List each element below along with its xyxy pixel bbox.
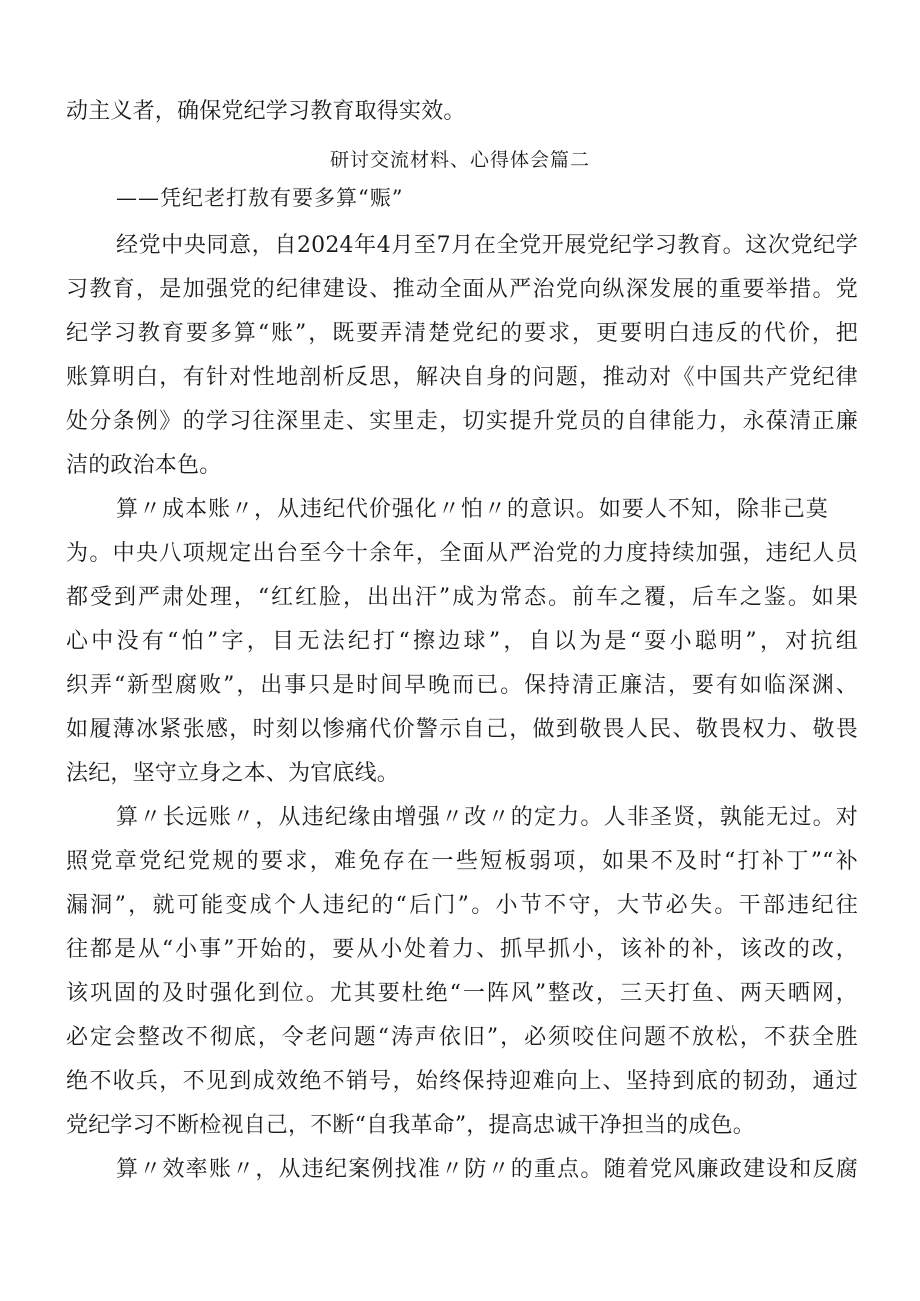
paragraph-3-line-7: 绝不收兵，不见到成效绝不销号，始终保持迎难向上、坚持到底的韧劲，通过 [66,1069,858,1094]
paragraph-1-line-6: 洁的政治本色。 [66,453,222,478]
paragraph-3-line-8: 党纪学习不断检视自己，不断“自我革命”，提高忠诚干净担当的成色。 [66,1113,755,1138]
paragraph-2-line-4: 心中没有“怕”字，目无法纪打“擦边球”，自以为是“耍小聪明”，对抗组 [66,629,858,654]
paragraph-3-line-1: 算〃长远账〃，从违纪缘由增强〃改〃的定力。人非圣贤，孰能无过。对 [116,805,858,830]
paragraph-2-line-2: 为。中央八项规定出台至今十余年，全面从严治党的力度持续加强，违纪人员 [66,541,858,566]
paragraph-2-line-6: 如履薄冰紧张感，时刻以惨痛代价警示自己，做到敬畏人民、敬畏权力、敬畏 [66,717,858,742]
paragraph-1-line-2: 习教育，是加强党的纪律建设、推动全面从严治党向纵深发展的重要举措。党 [66,277,858,302]
paragraph-3-line-6: 必定会整改不彻底，令老问题“涛声依旧”，必须咬住问题不放松，不获全胜 [66,1025,858,1050]
paragraph-4-line-1: 算〃效率账〃，从违纪案例找准〃防〃的重点。随着党风廉政建设和反腐 [116,1157,858,1182]
paragraph-1-line-1: 经党中央同意，自2024年4月至7月在全党开展党纪学习教育。这次党纪学 [116,233,858,258]
text-line-continuation: 动主义者，确保党纪学习教育取得实效。 [66,99,466,124]
paragraph-2-line-1: 算〃成本账〃，从违纪代价强化〃怕〃的意识。如要人不知，除非己莫 [116,497,828,522]
paragraph-3-line-3: 漏洞”，就可能变成个人违纪的“后门”。小节不守，大节必失。干部违纪往 [66,893,858,918]
paragraph-3-line-4: 往都是从“小事”开始的，要从小处着力、抓早抓小，该补的补，该改的改， [66,937,858,962]
paragraph-1-line-4: 账算明白，有针对性地剖析反思，解决自身的问题，推动对《中国共产党纪律 [66,365,858,390]
section-title: 研讨交流材料、心得体会篇二 [329,149,590,171]
paragraph-2-line-7: 法纪，坚守立身之本、为官底线。 [66,761,400,786]
paragraph-1-line-5: 处分条例》的学习往深里走、实里走，切实提升党员的自律能力，永葆清正廉 [66,409,858,434]
paragraph-3-line-2: 照党章党纪党规的要求，难免存在一些短板弱项，如果不及时“打补丁”“补 [66,849,858,874]
paragraph-1-line-3: 纪学习教育要多算“账”，既要弄清楚党纪的要求，更要明白违反的代价，把 [66,321,858,346]
paragraph-3-line-5: 该巩固的及时强化到位。尤其要杜绝“一阵风”整改，三天打鱼、两天晒网， [66,981,858,1006]
section-subtitle: ——凭纪老打敖有要多算“赈” [116,186,404,210]
paragraph-2-line-5: 织弄“新型腐败”，出事只是时间早晚而已。保持清正廉洁，要有如临深渊、 [66,673,858,698]
paragraph-2-line-3: 都受到严肃处理，“红红脸，出出汗”成为常态。前车之覆，后车之鉴。如果 [66,585,858,610]
